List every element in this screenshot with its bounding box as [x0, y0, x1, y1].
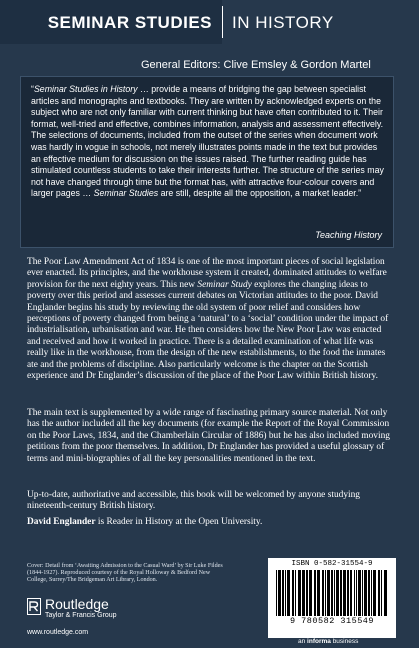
- series-divider: [222, 6, 223, 38]
- blurb-p1-part-a: The Poor Law Amendment Act of 1834 is one of the most important pieces of social legislation ever enacted. Its principles, and the workhouse system it created, dominated attitudes to welfare provision for the next eighty years. This new: [27, 257, 387, 290]
- quote-source: Teaching History: [315, 230, 382, 240]
- blurb-p1-italic: Seminar Study: [197, 279, 252, 290]
- barcode-bar: [278, 570, 281, 616]
- publisher-name: Routledge: [45, 596, 109, 612]
- barcode-bar: [322, 570, 324, 616]
- barcode-bar: [378, 570, 380, 616]
- blurb-p1-part-b: explores the changing ideas to poverty over this period and assesses current debates on Victorian attitudes to the poor. David Englander begins his study by reviewing the old system of poor relief and considers how perceptions of poverty changed from being a ‘natural’ to a ‘social’ condition under the impact of industrialisation, urbanisation and war. He then considers how the New Poor Law was enacted and received and how it worked in practice. There is a detailed examination of what life was really like in the workhouse, from the design of the new establishments, to the food the inmates ate and the problems of discipline. Also particularly welcome is the chapter on the Scottish experience and Dr Englander’s discussion of the place of the Poor Law within British history.: [27, 279, 389, 382]
- barcode-bar: [373, 570, 376, 616]
- barcode-bar: [295, 570, 296, 616]
- routledge-logo-icon: [27, 598, 41, 615]
- barcode-bar: [317, 570, 320, 616]
- barcode-bar: [368, 570, 370, 616]
- publisher-website: www.routledge.com: [27, 629, 89, 636]
- barcode-bar: [334, 570, 335, 616]
- barcode-bar: [384, 570, 387, 616]
- blurb-paragraph-1: [27, 257, 393, 382]
- barcode-bar: [350, 570, 352, 616]
- barcode-bar: [371, 570, 372, 616]
- quote-text-part1: … provide a means of bridging the gap between specialist articles and monographs and textbooks. They are written by acknowledged experts on the subject who are not only familiar with current thinking but have often contributed to it. Their format, well-tried and effective, combines information, analysis and assessment effectively. The selections of documents, included from the outset of the series when document work was hardly in vogue in schools, not merely illustrates points made in the text but provides an effective medium for discussion on the issues raised. The further reading guide has stimulated countless students to take their interests further. The structure of the series may not have changed through time but the format has, with attractive four-colour covers and larger pages …: [31, 84, 384, 199]
- barcode-bar: [292, 570, 294, 616]
- barcode-bar: [381, 570, 382, 616]
- barcode: [274, 570, 390, 616]
- barcode-bar: [302, 570, 305, 616]
- barcode-bar: [340, 570, 342, 616]
- barcode-bar: [358, 570, 361, 616]
- barcode-bar: [314, 570, 316, 616]
- barcode-bar: [364, 570, 367, 616]
- informa-tagline: [298, 638, 358, 645]
- barcode-bar: [343, 570, 346, 616]
- barcode-bar: [356, 570, 357, 616]
- barcode-bar: [276, 570, 277, 616]
- author-name: David Englander: [27, 517, 96, 527]
- series-name-right: IN HISTORY: [232, 13, 334, 32]
- barcode-digits: 9 780582 315549: [289, 616, 374, 626]
- quote-series-title: Seminar Studies in History: [33, 84, 138, 94]
- barcode-bar: [327, 570, 330, 616]
- barcode-bar: [306, 570, 308, 616]
- blurb-paragraph-3: Up-to-date, authoritative and accessible, this book will be welcomed by anyone studying nineteenth-century British history.: [27, 490, 360, 512]
- series-name-left: SEMINAR STUDIES: [47, 13, 212, 32]
- isbn-label: ISBN 0-582-31554-9: [291, 560, 373, 568]
- barcode-bar: [282, 570, 284, 616]
- informa-word: informa: [307, 638, 331, 645]
- general-editors: General Editors: Clive Emsley & Gordon Martel: [141, 59, 371, 71]
- publisher-group: Taylor & Francis Group: [45, 612, 117, 619]
- informa-prefix: an: [298, 638, 308, 645]
- barcode-bar: [331, 570, 333, 616]
- barcode-bar: [362, 570, 363, 616]
- review-quote-text: “Seminar Studies in History … provide a means of bridging the gap between specialist articles and monographs and textbooks. They are written by acknowledged experts on the subject who are not only familiar with current thinking but have often contributed to it. Their format, well-tried and effective, combines information, analysis and assessment effectively. The selections of documents, included from the outset of the series when document work was hardly in vogue in schools, not merely illustrates points made in the text but provides an effective medium for discussion on the issues raised. The further reading guide has stimulated countless students to take their interests further. The structure of the series may not have changed through time but the format has, with attractive four-colour covers and larger pages … Seminar Studies are still, despite all the opposition, a market leader.”: [31, 84, 384, 199]
- blurb-paragraph-2: The main text is supplemented by a wide range of fascinating primary source material. Not only has the author included all the key documents (for example the Report of the Royal Commission on the Poor Laws, 1834, and the Chamberlain Circular of 1886) but he has also included moving petitions from the poor themselves. In addition, Dr Englander has provided a useful glossary of terms and mini-biographies of all the key personalities mentioned in the text.: [27, 408, 390, 464]
- quote-series-title-2: Seminar Studies: [93, 188, 159, 199]
- barcode-bar: [347, 570, 349, 616]
- barcode-bar: [309, 570, 312, 616]
- author-bio-text: is Reader in History at the Open University.: [95, 517, 263, 527]
- informa-suffix: business: [330, 638, 359, 645]
- barcode-bar: [285, 570, 286, 616]
- barcode-bar: [298, 570, 301, 616]
- barcode-bar: [336, 570, 339, 616]
- review-quote-box: [20, 76, 394, 248]
- isbn-barcode-panel: [268, 558, 396, 638]
- barcode-bar: [325, 570, 326, 616]
- author-bio: [27, 517, 393, 528]
- barcode-bar: [287, 570, 290, 616]
- series-banner: [0, 0, 419, 44]
- cover-credit: Cover: Detail from ‘Awaiting Admission to the Casual Ward’ by Sir Luke Fildes (1844-1927). Reproduced courtesy of the Royal Holloway & Bedford New College, Surrey/The Bridgeman Art Library, London.: [27, 563, 223, 584]
- quote-text-part2: are still, despite all the opposition, a market leader.”: [158, 188, 362, 199]
- series-banner-left: [0, 0, 222, 44]
- barcode-bar: [354, 570, 355, 616]
